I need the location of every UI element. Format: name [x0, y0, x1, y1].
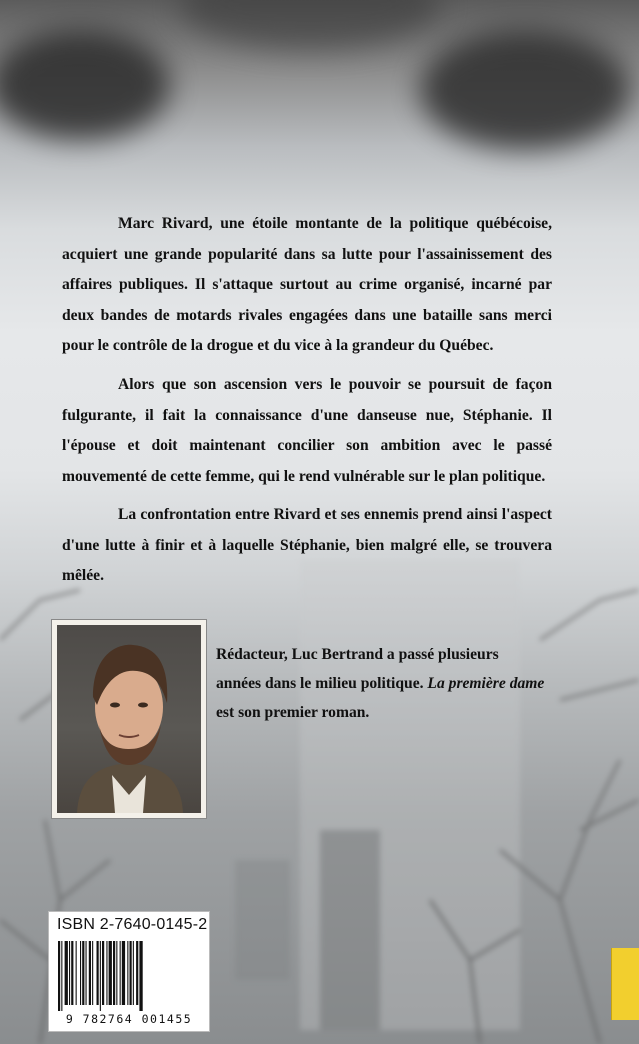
barcode-digits: 9 782764 001455	[65, 1012, 193, 1026]
synopsis-paragraph-1: Marc Rivard, une étoile montante de la politique québécoise, acquiert une grande popularité dans sa lutte pour l'assainissement des affaires publiques. Il s'attaque surtout au crime organisé, incarné par deux bandes de motards rivales engagées dans une bataille sans merci pour le contrôle de la drogue et du vice à la grandeur du Québec.	[62, 215, 552, 354]
isbn-barcode-label	[48, 911, 210, 1032]
author-bio-text: Rédacteur, Luc Bertrand a passé plusieurs années dans le milieu politique.	[216, 646, 499, 692]
author-photo-frame	[52, 620, 206, 818]
isbn-number: ISBN 2-7640-0145-2	[57, 916, 208, 933]
book-title: La première dame	[427, 675, 545, 692]
synopsis-paragraph-3: La confrontation entre Rivard et ses ennemis prend ainsi l'aspect d'une lutte à finir et à laquelle Stéphanie, bien malgré elle, se trouvera mêlée.	[62, 506, 552, 584]
author-bio	[216, 640, 546, 727]
synopsis-paragraph-2: Alors que son ascension vers le pouvoir se poursuit de façon fulgurante, il fait la connaissance d'une danseuse nue, Stéphanie. Il l'épouse et doit maintenant concilier son ambition avec le passé mouvementé de cette femme, qui le rend vulnérable sur le plan politique.	[62, 376, 552, 485]
author-bio-ending: est son premier roman.	[216, 704, 370, 721]
author-portrait-image	[57, 625, 201, 813]
barcode-icon	[58, 941, 200, 1011]
author-photo	[57, 625, 201, 813]
library-sticker	[611, 948, 639, 1020]
